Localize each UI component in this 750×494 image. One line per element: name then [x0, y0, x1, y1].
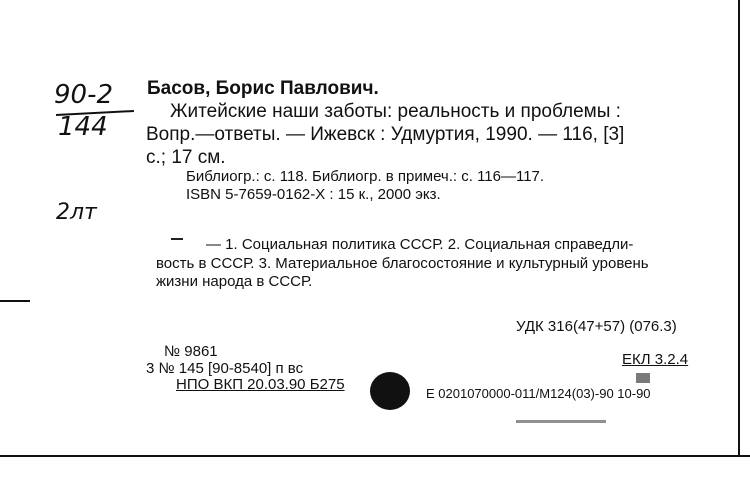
handwritten-shelf-top: 90-2 [54, 80, 114, 110]
npo-line: НПО ВКП 20.03.90 Б275 [176, 376, 345, 393]
title-line-2: Вопр.—ответы. — Ижевск : Удмуртия, 1990. — 116, [3] [146, 124, 625, 145]
subjects-line-1: — 1. Социальная политика СССР. 2. Социальная справедли- [206, 236, 634, 253]
scan-margin [0, 0, 36, 494]
scan-speck [171, 238, 183, 240]
card-bottom-border [0, 455, 750, 457]
catalog-card [36, 0, 750, 494]
order-line: 3 № 145 [90-8540] п вс [146, 360, 304, 377]
handwritten-shelf-bottom: 144 [58, 112, 108, 142]
edition-code: Е 0201070000-011/М124(03)-90 10-90 [426, 386, 651, 401]
scan-speck [636, 373, 650, 383]
isbn-line: ISBN 5-7659-0162-X : 15 к., 2000 экз. [186, 186, 441, 203]
author-heading: Басов, Борис Павлович. [147, 78, 379, 99]
card-number: № 9861 [164, 343, 218, 360]
subjects-line-2: вость в СССР. 3. Материальное благосостояние и культурный уровень [156, 255, 649, 272]
udk-code: УДК 316(47+57) (076.3) [516, 318, 677, 335]
ekl-code: ЕКЛ 3.2.4 [622, 351, 689, 368]
ink-blot [370, 372, 410, 410]
left-edge-line [0, 300, 30, 302]
handwritten-note: 2лт [56, 200, 97, 225]
title-line-3: с.; 17 см. [146, 147, 226, 168]
scan-speck [516, 420, 606, 423]
subjects-line-3: жизни народа в СССР. [156, 273, 313, 290]
bibliography-note: Библиогр.: с. 118. Библиогр. в примеч.: с. 116—117. [186, 168, 545, 185]
card-right-border [738, 0, 740, 455]
title-line-1: Житейские наши заботы: реальность и проблемы : [170, 101, 621, 122]
